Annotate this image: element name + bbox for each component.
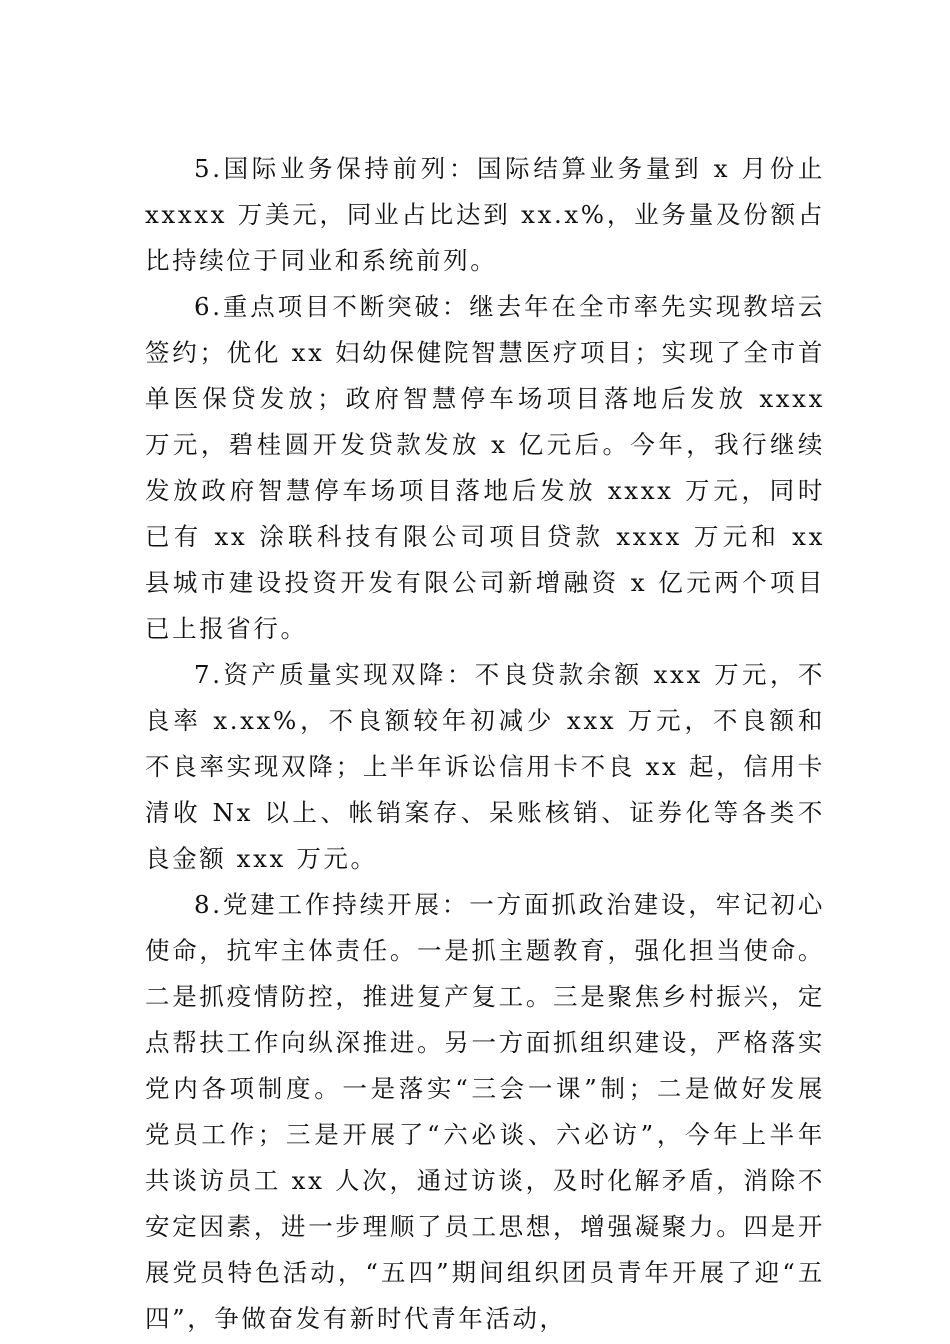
- paragraph-key-projects: 6.重点项目不断突破：继去年在全市率先实现教培云签约；优化 xx 妇幼保健院智慧医疗项目；实现了全市首单医保贷发放；政府智慧停车场项目落地后发放 xxxx 万元，碧桂圆开发贷款发放 x 亿元后。今年，我行继续发放政府智慧停车场项目落地后发放 xxxx 万元，同时已有 xx 涂联科技有限公司项目贷款 xxxx 万元和 xx 县城市建设投资开发有限公司新增融资 x 亿元两个项目已上报省行。: [145, 292, 825, 643]
- paragraph-party-building: 8.党建工作持续开展：一方面抓政治建设，牢记初心使命，抗牢主体责任。一是抓主题教育，强化担当使命。二是抓疫情防控，推进复产复工。三是聚焦乡村振兴，定点帮扶工作向纵深推进。另一方面抓组织建设，严格落实党内各项制度。一是落实“三会一课”制；二是做好发展党员工作；三是开展了“六必谈、六必访”，今年上半年共谈访员工 xx 人次，通过访谈，及时化解矛盾，消除不安定因素，进一步理顺了员工思想，增强凝聚力。四是开展党员特色活动，“五四”期间组织团员青年开展了迎“五四”，争做奋发有新时代青年活动，: [145, 890, 825, 1333]
- paragraph-international-business: 5.国际业务保持前列：国际结算业务量到 x 月份止 xxxxx 万美元，同业占比达到 xx.x%，业务量及份额占比持续位于同业和系统前列。: [145, 154, 825, 275]
- paragraph-asset-quality: 7.资产质量实现双降：不良贷款余额 xxx 万元，不良率 x.xx%，不良额较年初减少 xxx 万元，不良额和不良率实现双降；上半年诉讼信用卡不良 xx 起，信用卡清收 Nx 以上、帐销案存、呆账核销、证券化等各类不良金额 xxx 万元。: [145, 660, 825, 873]
- document-body: [145, 146, 825, 1342]
